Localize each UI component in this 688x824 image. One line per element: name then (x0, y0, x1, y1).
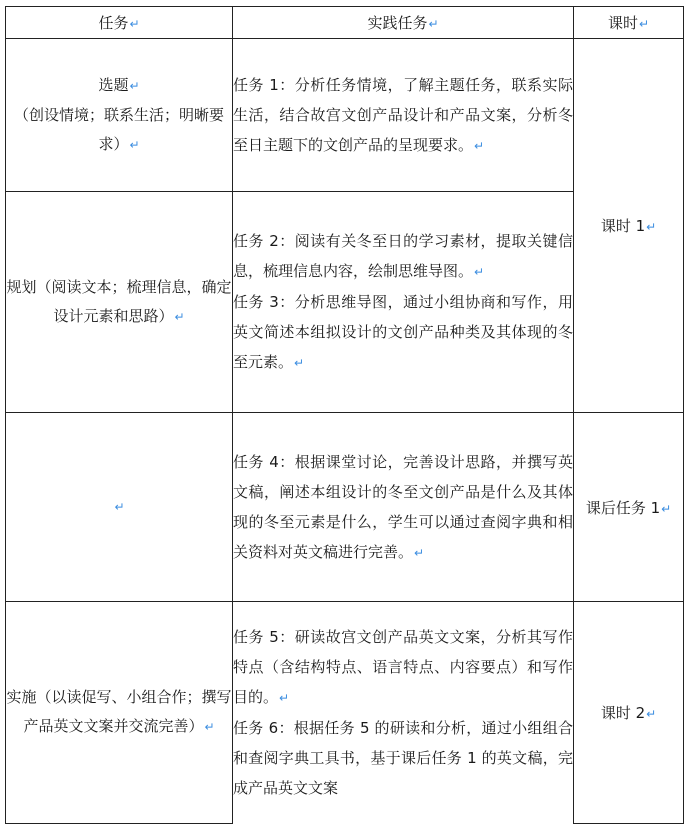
header-period (574, 7, 684, 39)
header-period-label: 课时 (607, 14, 638, 32)
period-label: 课后任务 1 (585, 498, 661, 517)
task-cell (233, 413, 574, 602)
task-paragraph: 任务 2：阅读有关冬至日的学习素材，提取关键信息，梳理信息内容，绘制思维导图。↵ (233, 232, 573, 280)
period-cell: 课时 1↵ (574, 39, 684, 413)
header-task-label: 任务 (98, 14, 129, 32)
table-row (6, 39, 684, 192)
return-mark: ↵ (129, 17, 140, 31)
task-paragraph: 任务 6：根据任务 5 的研读和分析，通过小组组合和查阅字典工具书，基于课后任务 1 的英文稿，完成产品英文文案 (233, 719, 573, 798)
table-row (6, 602, 684, 824)
stage-empty: ↵ (114, 500, 125, 514)
period-cell: 课后任务 1↵ (574, 413, 684, 602)
task-paragraph: 任务 4：根据课堂讨论，完善设计思路，并撰写英文稿，阐述本组设计的冬至文创产品是什么及其体现的冬至元素是什么，学生可以通过查阅字典和相关资料对英文稿进行完善。↵ (233, 452, 573, 561)
period-label: 课时 1 (600, 217, 646, 235)
stage-cell (6, 602, 233, 824)
return-mark: ↵ (638, 17, 650, 31)
stage-cell (6, 39, 233, 192)
table-row (6, 413, 684, 602)
stage-title: 选题↵ (98, 75, 140, 94)
task-paragraph: 任务 5：研读故宫文创产品英文文案，分析其写作特点（含结构特点、语言特点、内容要点）和写作目的。↵ (233, 628, 573, 707)
header-practice-label: 实践任务 (367, 14, 428, 32)
header-task (6, 7, 233, 39)
stage-detail: （创设情境；联系生活；明晰要求）↵ (13, 105, 224, 153)
stage-cell (6, 192, 233, 413)
task-paragraph: 任务 3：分析思维导图，通过小组协商和写作，用英文简述本组拟设计的文创产品种类及其体现的冬至元素。↵ (233, 293, 573, 371)
period-label: 课时 2 (600, 704, 646, 722)
stage-title: 规划（阅读文本；梳理信息，确定设计元素和思路）↵ (6, 277, 232, 325)
period-cell: 课时 2↵ (574, 602, 684, 824)
task-cell (233, 602, 574, 824)
task-paragraph: 任务 1：分析任务情境，了解主题任务，联系实际生活，结合故宫文创产品设计和产品文案，分析冬至日主题下的文创产品的呈现要求。↵ (233, 75, 573, 154)
stage-cell (6, 413, 233, 602)
task-cell (233, 39, 574, 192)
header-practice-task (233, 7, 574, 39)
stage-title: 实施（以读促写、小组合作；撰写产品英文文案并交流完善）↵ (6, 688, 232, 735)
lesson-plan-table (5, 6, 684, 824)
task-cell (233, 192, 574, 413)
table-header-row (6, 7, 684, 39)
return-mark: ↵ (428, 17, 439, 31)
